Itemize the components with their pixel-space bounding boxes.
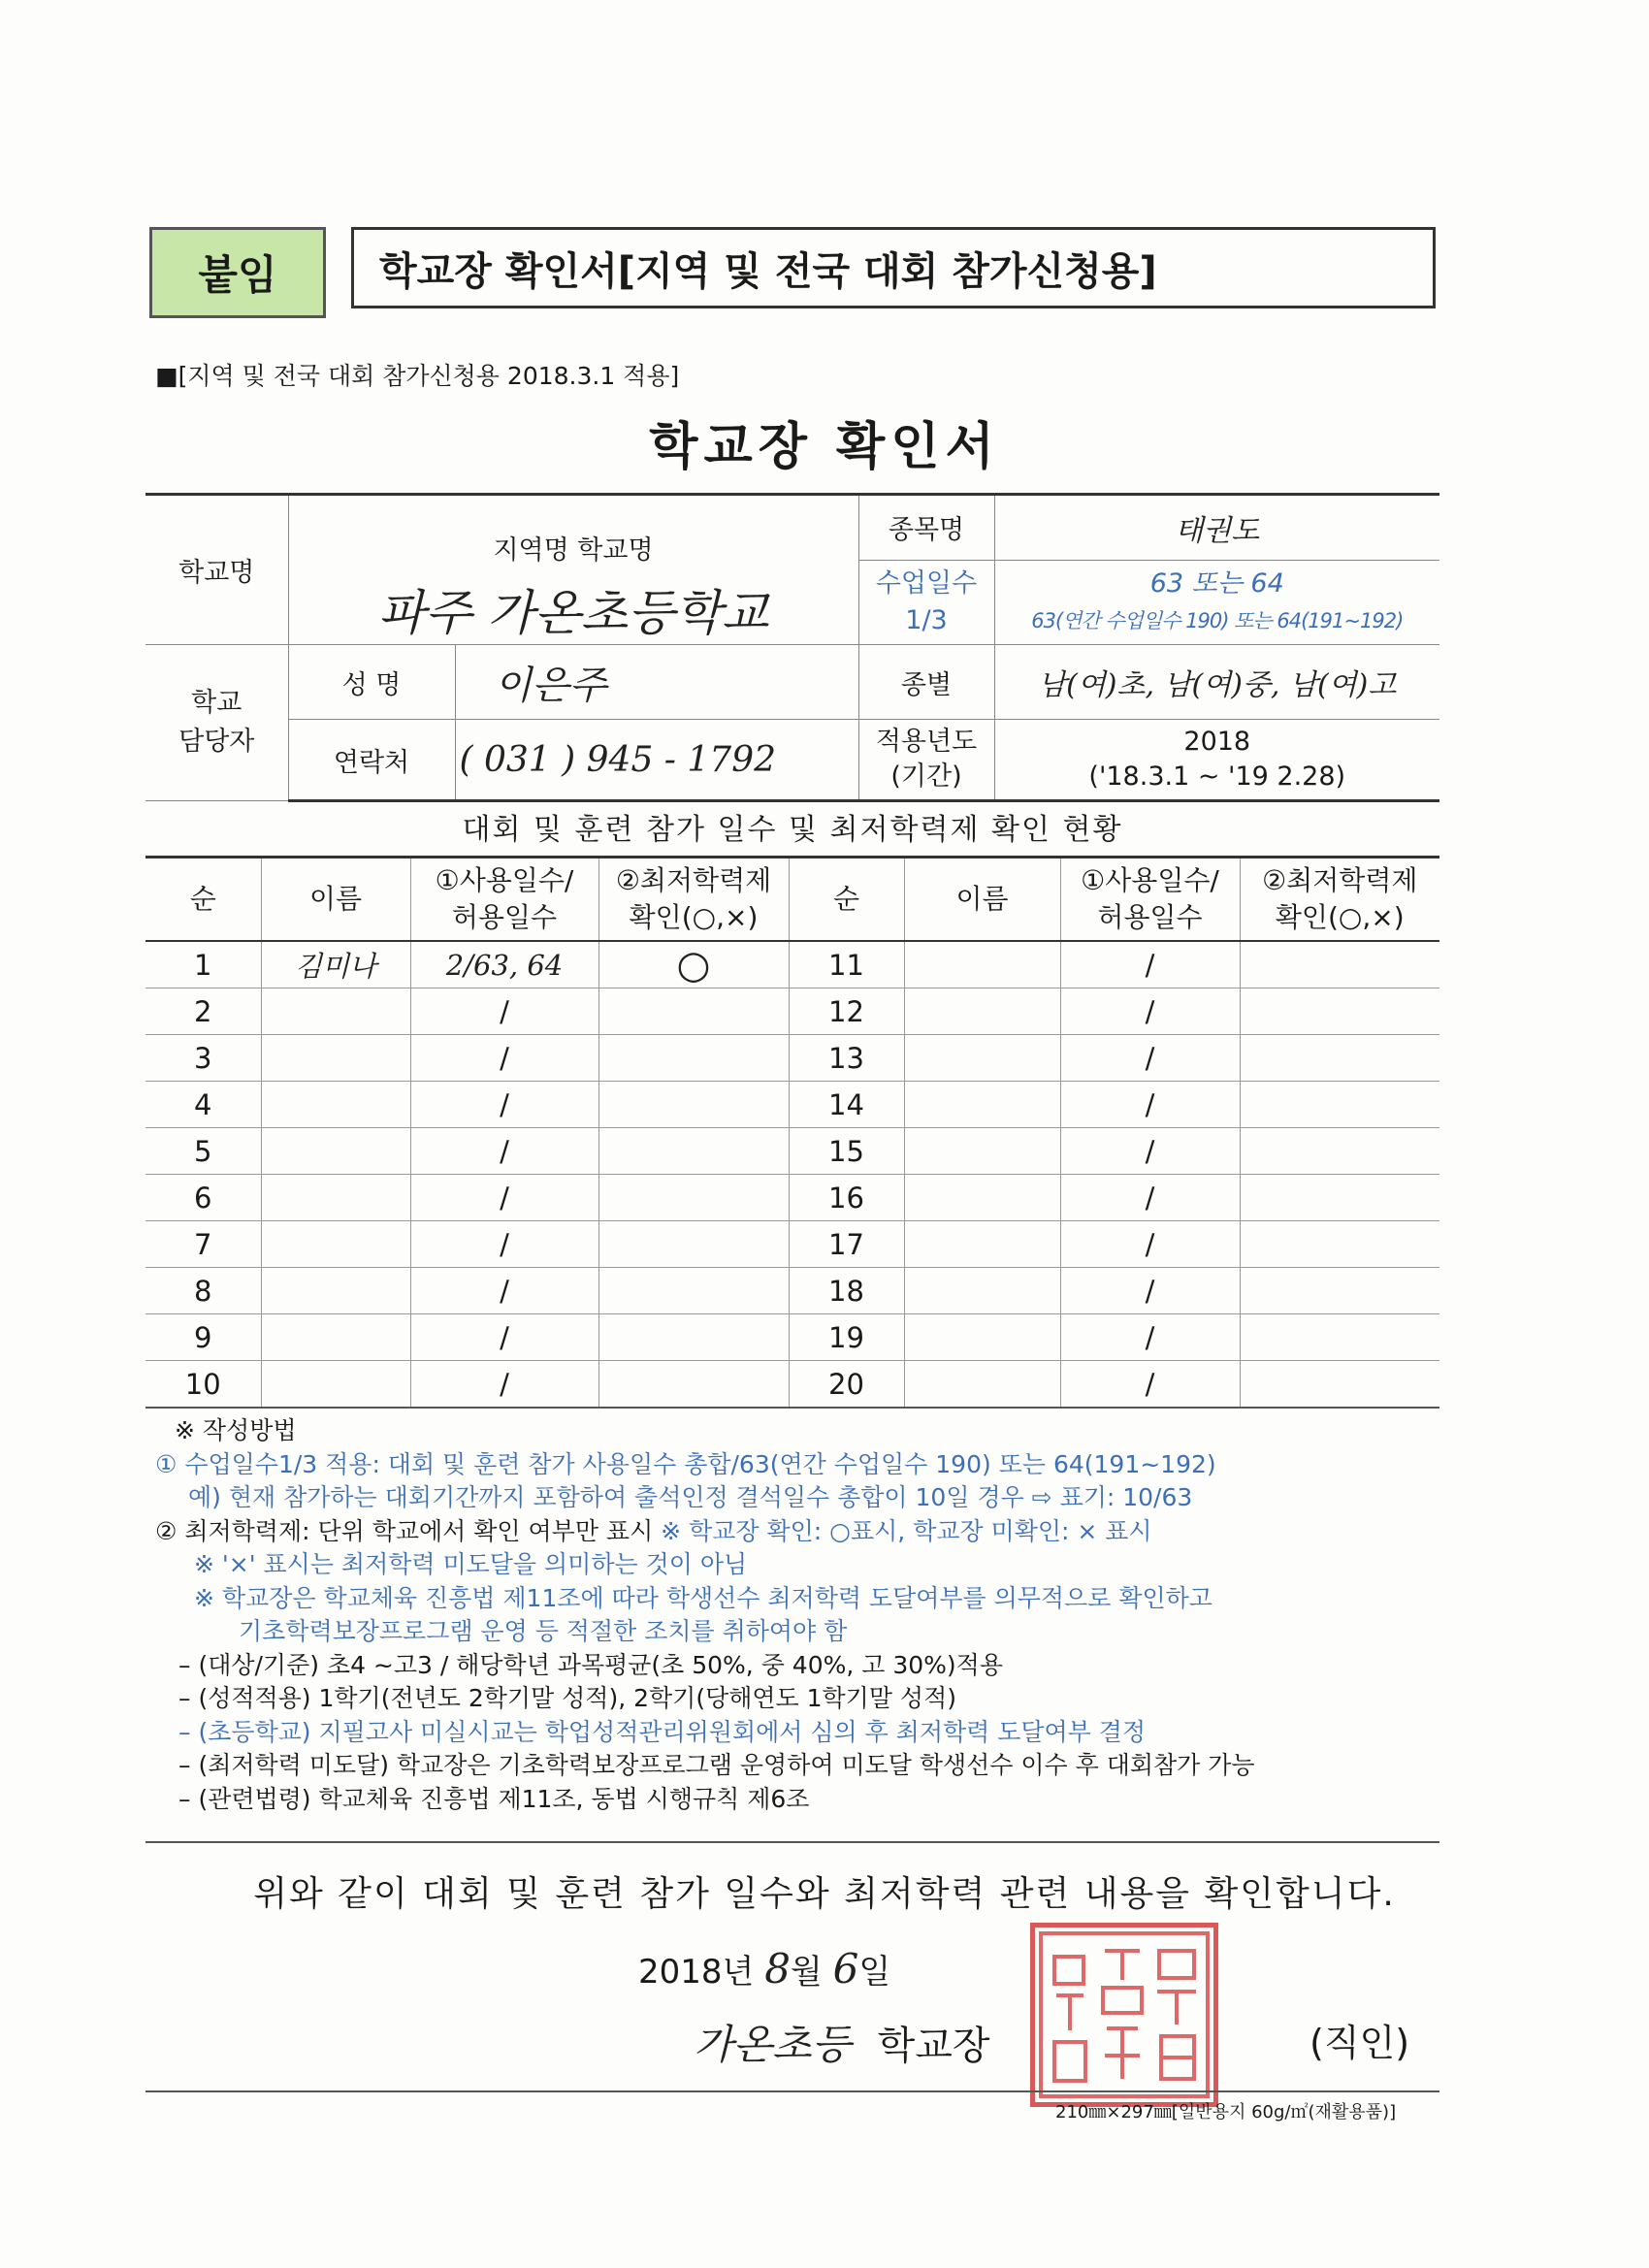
seal-glyphs	[1035, 1928, 1213, 2102]
year-value-line2: ('18.3.1 ~ '19 2.28)	[1088, 761, 1346, 792]
table-row	[146, 941, 1439, 988]
year-label-line1: 적용년도	[875, 727, 978, 757]
cell-check	[1240, 1128, 1439, 1175]
cell-check	[1240, 1082, 1439, 1128]
cell-check	[1240, 1035, 1439, 1082]
cell-name	[904, 1175, 1060, 1221]
detail-5: – (관련법령) 학교체육 진흥법 제11조, 동법 시행규칙 제6조	[178, 1784, 810, 1813]
application-note: ■[지역 및 전국 대회 참가신청용 2018.3.1 적용]	[155, 362, 680, 390]
cell-name	[261, 1175, 410, 1221]
cell-check	[598, 1175, 789, 1221]
table-row	[146, 988, 1439, 1035]
cell-days: /	[410, 988, 598, 1035]
cell-check	[1240, 1314, 1439, 1361]
cell-check	[1240, 1268, 1439, 1314]
cell-days: /	[1060, 1035, 1240, 1082]
cell-check	[598, 1128, 789, 1175]
cell-name	[904, 1082, 1060, 1128]
table-row	[146, 1314, 1439, 1361]
cell-no: 9	[146, 1314, 261, 1361]
cell-days: 2/63, 64	[410, 941, 598, 988]
header-days-line2: 허용일수	[1097, 901, 1203, 933]
date-day-unit: 일	[858, 1953, 891, 1992]
contact-label: 연락처	[288, 720, 455, 801]
header-days	[1060, 858, 1240, 942]
instruction-2c: ※ 학교장은 학교체육 진흥법 제11조에 따라 학생선수 최저학력 도달여부를 의무적으로 확인하고	[194, 1583, 1212, 1612]
instruction-1b: 예) 현재 참가하는 대회기간까지 포함하여 출석인정 결석일수 총합이 10일 경우 ⇨ 표기: 10/63	[188, 1483, 1193, 1511]
cell-check	[1240, 941, 1439, 988]
cell-check	[598, 1035, 789, 1082]
cell-no: 18	[789, 1268, 904, 1314]
footer-divider	[146, 2090, 1439, 2092]
table-row	[146, 1082, 1439, 1128]
cell-name	[261, 988, 410, 1035]
school-name-label: 학교명	[146, 495, 288, 645]
date-year: 2018년	[638, 1953, 755, 1992]
date-month-unit: 월	[790, 1953, 823, 1992]
cell-name	[904, 1035, 1060, 1082]
cell-check	[1240, 1221, 1439, 1268]
cell-name	[261, 1314, 410, 1361]
header-check	[598, 858, 789, 942]
date-month: 8	[764, 1945, 791, 1993]
cell-days: /	[1060, 1175, 1240, 1221]
signer-school: 가온초등	[694, 2021, 852, 2068]
table-row	[146, 1221, 1439, 1268]
header-check-line2: 확인(○,×)	[1275, 901, 1405, 933]
official-seal-stamp	[1030, 1923, 1218, 2107]
attachment-badge: 붙임	[149, 227, 326, 318]
document-title: 학교장 확인서	[649, 418, 1000, 476]
cell-days: /	[1060, 1268, 1240, 1314]
seal-label: (직인)	[1310, 2022, 1410, 2064]
year-value-line1: 2018	[1183, 727, 1251, 757]
cell-days: /	[410, 1314, 598, 1361]
class-days-value-line2: 63(연간 수업일수 190) 또는 64(191~192)	[1031, 608, 1404, 632]
region-school-label: 지역명 학교명	[493, 535, 654, 566]
category-value: 남(여)초, 남(여)중, 남(여)고	[994, 645, 1439, 720]
header-no: 순	[789, 858, 904, 942]
cell-check	[598, 988, 789, 1035]
sport-value: 태권도	[994, 495, 1439, 561]
detail-2: – (성적적용) 1학기(전년도 2학기말 성적), 2학기(당해연도 1학기말 성적)	[178, 1684, 956, 1712]
class-days-value	[994, 560, 1439, 644]
cell-no: 3	[146, 1035, 261, 1082]
school-info-table	[146, 493, 1439, 802]
table-row	[146, 1361, 1439, 1409]
cell-no: 6	[146, 1175, 261, 1221]
signer	[694, 2013, 990, 2071]
instruction-2a-note: ※ 학교장 확인: ○표시, 학교장 미확인: × 표시	[661, 1516, 1152, 1545]
cell-name	[261, 1128, 410, 1175]
staff-label	[146, 645, 288, 801]
header-title-box: 학교장 확인서[지역 및 전국 대회 참가신청용]	[351, 227, 1436, 308]
date-day: 6	[832, 1945, 859, 1993]
header-name: 이름	[904, 858, 1060, 942]
cell-check	[598, 1268, 789, 1314]
cell-no: 14	[789, 1082, 904, 1128]
header-days-line1: ①사용일수/	[435, 864, 574, 896]
cell-days: /	[410, 1128, 598, 1175]
school-name-value: 파주 가온초등학교	[377, 585, 769, 641]
category-label: 종별	[858, 645, 994, 720]
cell-no: 1	[146, 941, 261, 988]
cell-no: 11	[789, 941, 904, 988]
cell-no: 13	[789, 1035, 904, 1082]
cell-no: 8	[146, 1268, 261, 1314]
cell-check	[598, 1221, 789, 1268]
header-check-line1: ②최저학력제	[615, 864, 772, 896]
instructions	[155, 1414, 1445, 1816]
cell-no: 17	[789, 1221, 904, 1268]
cell-days: /	[410, 1268, 598, 1314]
cell-days: /	[410, 1082, 598, 1128]
cell-name	[904, 1128, 1060, 1175]
cell-days: /	[410, 1221, 598, 1268]
header-check-line1: ②최저학력제	[1262, 864, 1418, 896]
staff-name-value: 이은주	[455, 645, 858, 720]
cell-name	[904, 1314, 1060, 1361]
detail-4: – (최저학력 미도달) 학교장은 기초학력보장프로그램 운영하여 미도달 학생선수 이수 후 대회참가 가능	[178, 1751, 1255, 1779]
cell-days: /	[410, 1035, 598, 1082]
cell-days: /	[410, 1175, 598, 1221]
cell-days: /	[410, 1361, 598, 1409]
class-days-label	[858, 560, 994, 644]
class-days-label-line2: 1/3	[905, 604, 948, 635]
header-name: 이름	[261, 858, 410, 942]
issue-date	[638, 1945, 890, 1993]
cell-days: /	[1060, 988, 1240, 1035]
table-row	[146, 1175, 1439, 1221]
cell-no: 20	[789, 1361, 904, 1409]
cell-days: /	[1060, 1314, 1240, 1361]
cell-days: /	[1060, 1361, 1240, 1409]
year-label-line2: (기간)	[890, 761, 962, 792]
cell-no: 7	[146, 1221, 261, 1268]
cell-name	[904, 941, 1060, 988]
header-check-line2: 확인(○,×)	[629, 901, 759, 933]
detail-3: – (초등학교) 지필고사 미실시교는 학업성적관리위원회에서 심의 후 최저학력 도달여부 결정	[178, 1717, 1147, 1746]
instructions-heading: ※ 작성방법	[175, 1416, 297, 1444]
year-label	[858, 720, 994, 801]
paper-spec: 210㎜×297㎜[일반용지 60g/㎡(재활용품)]	[1055, 2102, 1397, 2122]
signer-title: 학교장	[877, 2024, 990, 2068]
cell-name	[261, 1082, 410, 1128]
instruction-1a: ① 수업일수1/3 적용: 대회 및 훈련 참가 사용일수 총합/63(연간 수업일수 190) 또는 64(191~192)	[155, 1449, 1216, 1478]
staff-label-line1: 학교	[191, 688, 242, 718]
class-days-label-line1: 수업일수	[875, 567, 978, 599]
contact-value: ( 031 ) 945 - 1792	[455, 720, 858, 801]
cell-days: /	[1060, 1082, 1240, 1128]
table-row	[146, 1035, 1439, 1082]
header-check	[1240, 858, 1439, 942]
cell-name	[904, 988, 1060, 1035]
class-days-value-line1: 63 또는 64	[1149, 567, 1284, 599]
participants-table	[146, 856, 1439, 1409]
instructions-divider	[146, 1841, 1439, 1843]
cell-no: 2	[146, 988, 261, 1035]
sport-label: 종목명	[858, 495, 994, 561]
cell-check: ○	[598, 941, 789, 988]
cell-check	[598, 1314, 789, 1361]
cell-name	[904, 1268, 1060, 1314]
cell-name	[261, 1035, 410, 1082]
table-row	[146, 1128, 1439, 1175]
header-days-line1: ①사용일수/	[1081, 864, 1219, 896]
instruction-2a	[155, 1515, 1445, 1549]
cell-no: 15	[789, 1128, 904, 1175]
table-row	[146, 1268, 1439, 1314]
cell-no: 4	[146, 1082, 261, 1128]
cell-name	[904, 1361, 1060, 1409]
cell-days: /	[1060, 1128, 1240, 1175]
staff-label-line2: 담당자	[178, 727, 255, 757]
cell-check	[1240, 988, 1439, 1035]
cell-no: 10	[146, 1361, 261, 1409]
cell-no: 5	[146, 1128, 261, 1175]
instruction-2d: 기초학력보장프로그램 운영 등 적절한 조치를 취하여야 함	[239, 1617, 848, 1645]
cell-name	[261, 1361, 410, 1409]
cell-days: /	[1060, 1221, 1240, 1268]
section-title: 대회 및 훈련 참가 일수 및 최저학력제 확인 현황	[462, 813, 1123, 847]
cell-name	[261, 1221, 410, 1268]
detail-1: – (대상/기준) 초4 ~고3 / 해당학년 과목평균(초 50%, 중 40%, 고 30%)적용	[178, 1650, 1003, 1679]
header-days	[410, 858, 598, 942]
header-no: 순	[146, 858, 261, 942]
header-days-line2: 허용일수	[451, 901, 558, 933]
cell-no: 12	[789, 988, 904, 1035]
cell-check	[598, 1361, 789, 1409]
cell-no: 19	[789, 1314, 904, 1361]
confirmation-text: 위와 같이 대회 및 훈련 참가 일수와 최저학력 관련 내용을 확인합니다.	[253, 1874, 1396, 1914]
instruction-2b: ※ '×' 표시는 최저학력 미도달을 의미하는 것이 아님	[194, 1550, 748, 1578]
cell-name	[261, 1268, 410, 1314]
cell-check	[598, 1082, 789, 1128]
cell-check	[1240, 1361, 1439, 1409]
cell-days: /	[1060, 941, 1240, 988]
cell-name: 김미나	[261, 941, 410, 988]
year-value	[994, 720, 1439, 801]
cell-name	[904, 1221, 1060, 1268]
staff-name-label: 성 명	[288, 645, 455, 720]
cell-check	[1240, 1175, 1439, 1221]
school-name-cell	[288, 495, 858, 645]
instruction-2a-main: ② 최저학력제: 단위 학교에서 확인 여부만 표시	[155, 1516, 662, 1545]
cell-no: 16	[789, 1175, 904, 1221]
